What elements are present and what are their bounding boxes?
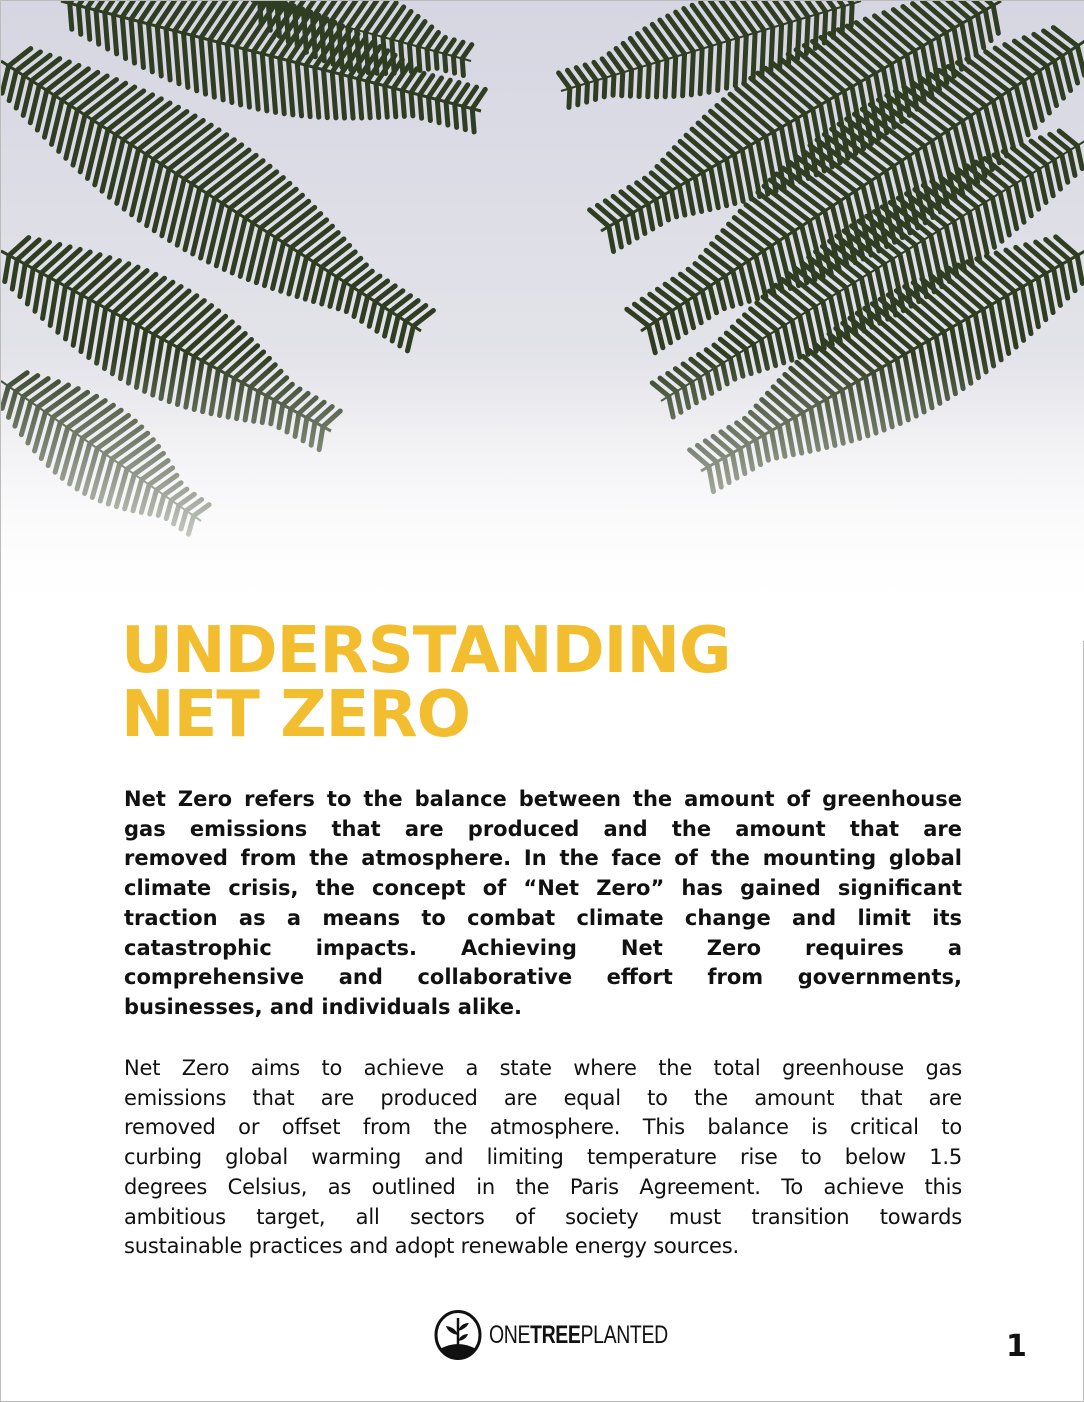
text-line: removed from the atmosphere. In the face of the mounting global — [124, 846, 962, 871]
text-line: climate crisis, the concept of “Net Zero” has gained significant — [124, 876, 962, 901]
body-paragraph — [124, 1054, 962, 1262]
logo-wordmark: ONETREEPLANTED — [489, 1320, 668, 1349]
text-line: ambitious target, all sectors of society must transition towards — [124, 1204, 962, 1229]
title-line-1: UNDERSTANDING — [121, 614, 731, 688]
text-line: businesses, and individuals alike. — [124, 994, 522, 1019]
text-line: traction as a means to combat climate change and limit its — [124, 905, 962, 930]
intro-paragraph — [124, 785, 962, 1023]
page-number: 1 — [1006, 1329, 1027, 1364]
hero-image-fern-canopy — [1, 1, 1084, 641]
text-line: Net Zero refers to the balance between the amount of greenhouse — [124, 787, 962, 811]
text-line: catastrophic impacts. Achieving Net Zero requires a — [124, 935, 962, 960]
text-line: removed or offset from the atmosphere. This balance is critical to — [124, 1115, 962, 1140]
text-line: emissions that are produced are equal to the amount that are — [124, 1085, 962, 1110]
title-line-2: NET ZERO — [121, 678, 471, 752]
text-line: gas emissions that are produced and the amount that are — [124, 816, 962, 841]
one-tree-planted-logo — [433, 1309, 718, 1361]
tree-sprout-icon — [433, 1309, 483, 1361]
text-line: sustainable practices and adopt renewable energy sources. — [124, 1234, 739, 1259]
text-line: degrees Celsius, as outlined in the Paris Agreement. To achieve this — [124, 1174, 962, 1199]
text-line: Net Zero aims to achieve a state where the total greenhouse gas — [124, 1056, 962, 1080]
page-title — [121, 614, 731, 752]
text-line: comprehensive and collaborative effort from governments, — [124, 965, 962, 990]
text-line: curbing global warming and limiting temperature rise to below 1.5 — [124, 1145, 962, 1170]
